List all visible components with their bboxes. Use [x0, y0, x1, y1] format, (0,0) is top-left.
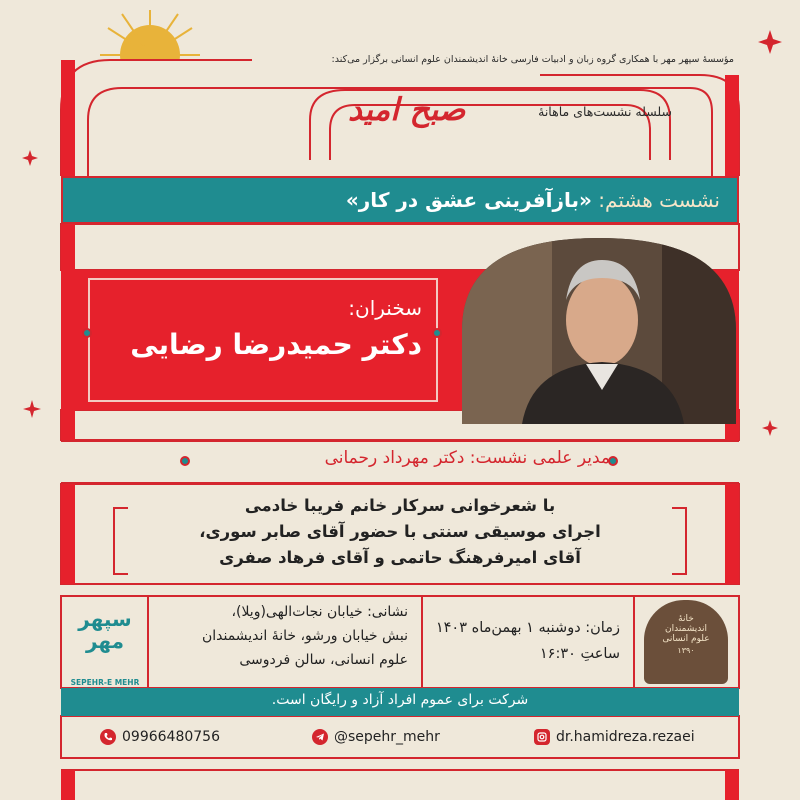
- telegram-icon: [312, 729, 328, 745]
- session-title: «بازآفرینی عشق در کار»: [345, 188, 592, 212]
- speaker-label: سخنران:: [348, 296, 422, 320]
- frame-dot: [432, 328, 442, 338]
- sepehr-logo-latin: SEPEHR-E MEHR: [70, 678, 140, 687]
- humanities-house-logo: [644, 600, 728, 684]
- speaker-name: دکتر حمیدرضا رضایی: [130, 328, 422, 361]
- sepehr-logo-text: سپهر مهر: [78, 607, 132, 653]
- event-date: زمان: دوشنبه ۱ بهمن‌ماه ۱۴۰۳: [435, 620, 620, 636]
- sepehr-mehr-logo: [66, 602, 144, 687]
- moderator-text: مدیر علمی نشست: دکتر مهرداد رحمانی: [324, 448, 610, 468]
- telegram-handle: @sepehr_mehr: [334, 729, 440, 745]
- series-label: سلسله نشست‌های ماهانۀ: [538, 104, 672, 119]
- phone-contact[interactable]: [100, 726, 220, 748]
- event-time: ساعتِ ۱۶:۳۰: [539, 646, 620, 662]
- program-line: اجرای موسیقی سنتی با حضور آقای صابر سوری،: [199, 522, 601, 541]
- instagram-icon: [534, 729, 550, 745]
- free-entry-text: شرکت برای عموم افراد آزاد و رایگان است.: [271, 692, 529, 708]
- instagram-handle: dr.hamidreza.rezaei: [556, 729, 695, 745]
- program-line: با شعرخوانی سرکار خانم فریبا خادمی: [244, 496, 556, 515]
- house-logo-year: ۱۳۹۰: [677, 646, 695, 655]
- house-logo-line: اندیشمندان: [664, 624, 708, 634]
- speaker-photo: [462, 238, 736, 424]
- program-line: آقای امیرفرهنگ حاتمی و آقای فرهاد صفری: [219, 548, 581, 567]
- phone-icon: [100, 729, 116, 745]
- telegram-contact[interactable]: [312, 726, 440, 748]
- house-logo-line: خانۀ: [678, 614, 694, 624]
- frame-dot: [82, 328, 92, 338]
- sun-ornament: [90, 10, 220, 100]
- address-line-1: نشانی: خیابان نجات‌الهی(ویلا)،: [231, 604, 408, 620]
- series-name: صبح امید: [348, 92, 466, 128]
- session-heading: [150, 180, 720, 220]
- organizer-credit: مؤسسۀ سپهر مهر با همکاری گروه زبان و ادبیات فارسی خانۀ اندیشمندان علوم انسانی برگزار می‌کند:: [331, 54, 734, 65]
- house-logo-line: علوم انسانی: [662, 634, 710, 644]
- session-number: نشست هشتم:: [598, 188, 720, 212]
- phone-number: 09966480756: [122, 729, 220, 745]
- address-line-3: علوم انسانی، سالن فردوسی: [239, 652, 408, 668]
- instagram-contact[interactable]: [534, 726, 695, 748]
- address-line-2: نبش خیابان ورشو، خانۀ اندیشمندان: [201, 628, 408, 644]
